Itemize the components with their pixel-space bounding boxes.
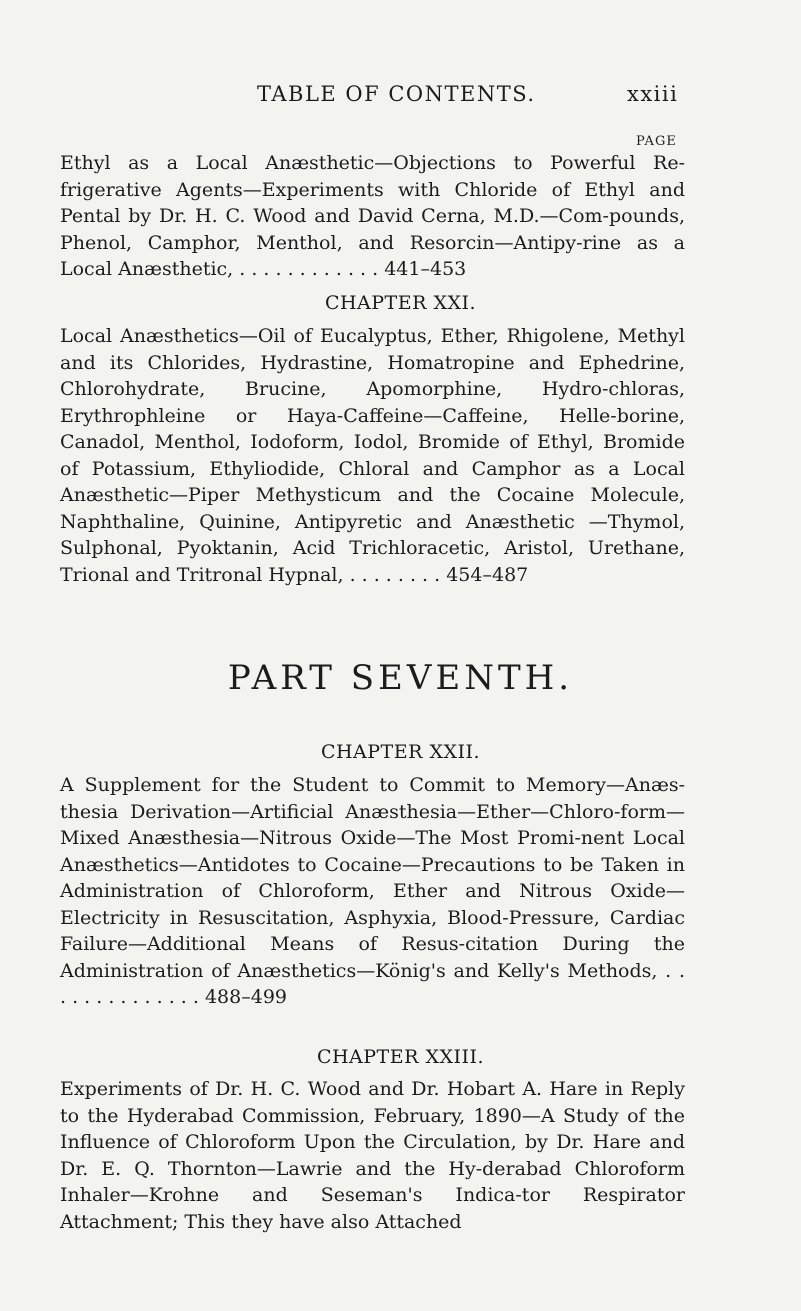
chapter-21-entry [60, 323, 685, 588]
chapter-23-text: Experiments of Dr. H. C. Wood and Dr. Hobart A. Hare in Reply to the Hyderabad Commission, February, 1890—A Study of the Influence of Chloroform Upon the Circulation, by Dr. Hare and Dr. E. Q. Thornton—Lawrie and the Hy-derabad Chloroform Inhaler—Krohne and Seseman's Indica-tor Respirator Attachment; This they have also Attached [60, 1078, 685, 1233]
chapter-23-entry [60, 1076, 685, 1235]
running-head-title: TABLE OF CONTENTS. [257, 82, 536, 106]
page-number: xxiii [627, 82, 679, 106]
toc-entry-text: Ethyl as a Local Anæsthetic—Objections to Powerful Re-frigerative Agents—Experiments with Chloride of Ethyl and Pental by Dr. H. C. Wood and David Cerna, M.D.—Com-pounds, Phenol, Camphor, Menthol, and Resorcin—Antipy-rine as a Local Anæsthetic, . . . . . . . . . . . . [60, 152, 685, 280]
chapter-22-heading: CHAPTER XXII. [320, 741, 481, 763]
chapter-22-text: A Supplement for the Student to Commit to Memory—Anæs-thesia Derivation—Artificial Anæsthesia—Ether—Chloro-form—Mixed Anæsthesia—Nitrous Oxide—The Most Promi-nent Local Anæsthetics—Antidotes to Cocaine—Precautions to be Taken in Administration of Chloroform, Ether and Nitrous Oxide—Electricity in Resuscitation, Asphyxia, Blood-Pressure, Cardiac Failure—Additional Means of Resus-citation During the Administration of Anæsthetics—König's and Kelly's Methods, . . . . . . . . . . . . . . [60, 774, 685, 1008]
toc-entry-pages: 441–453 [384, 258, 467, 280]
chapter-22-entry [60, 772, 685, 1011]
chapter-21-text: Local Anæsthetics—Oil of Eucalyptus, Ether, Rhigolene, Methyl and its Chlorides, Hydrastine, Homatropine and Ephedrine, Chlorohydrate, Brucine, Apomorphine, Hydro-chloras, Erythrophleine or Haya-Caffeine—Caffeine, Helle-borine, Canadol, Menthol, Iodoform, Iodol, Bromide of Ethyl, Bromide of Potassium, Ethyliodide, Chloral and Camphor as a Local Anæsthetic—Piper Methysticum and the Cocaine Molecule, Naphthaline, Quinine, Antipyretic and Anæsthetic —Thymol, Sulphonal, Pyoktanin, Acid Trichloracetic, Aristol, Urethane, Trional and Tritronal Hypnal, . . . . . . . . [60, 325, 685, 586]
part-heading: PART SEVENTH. [227, 658, 574, 698]
chapter-22-pages: 488–499 [204, 986, 287, 1008]
toc-entry-ethyl [60, 150, 685, 283]
page-column-label: PAGE [636, 134, 677, 149]
chapter-23-heading: CHAPTER XXIII. [316, 1046, 485, 1068]
chapter-21-heading: CHAPTER XXI. [324, 292, 477, 314]
chapter-21-pages: 454–487 [446, 563, 529, 586]
